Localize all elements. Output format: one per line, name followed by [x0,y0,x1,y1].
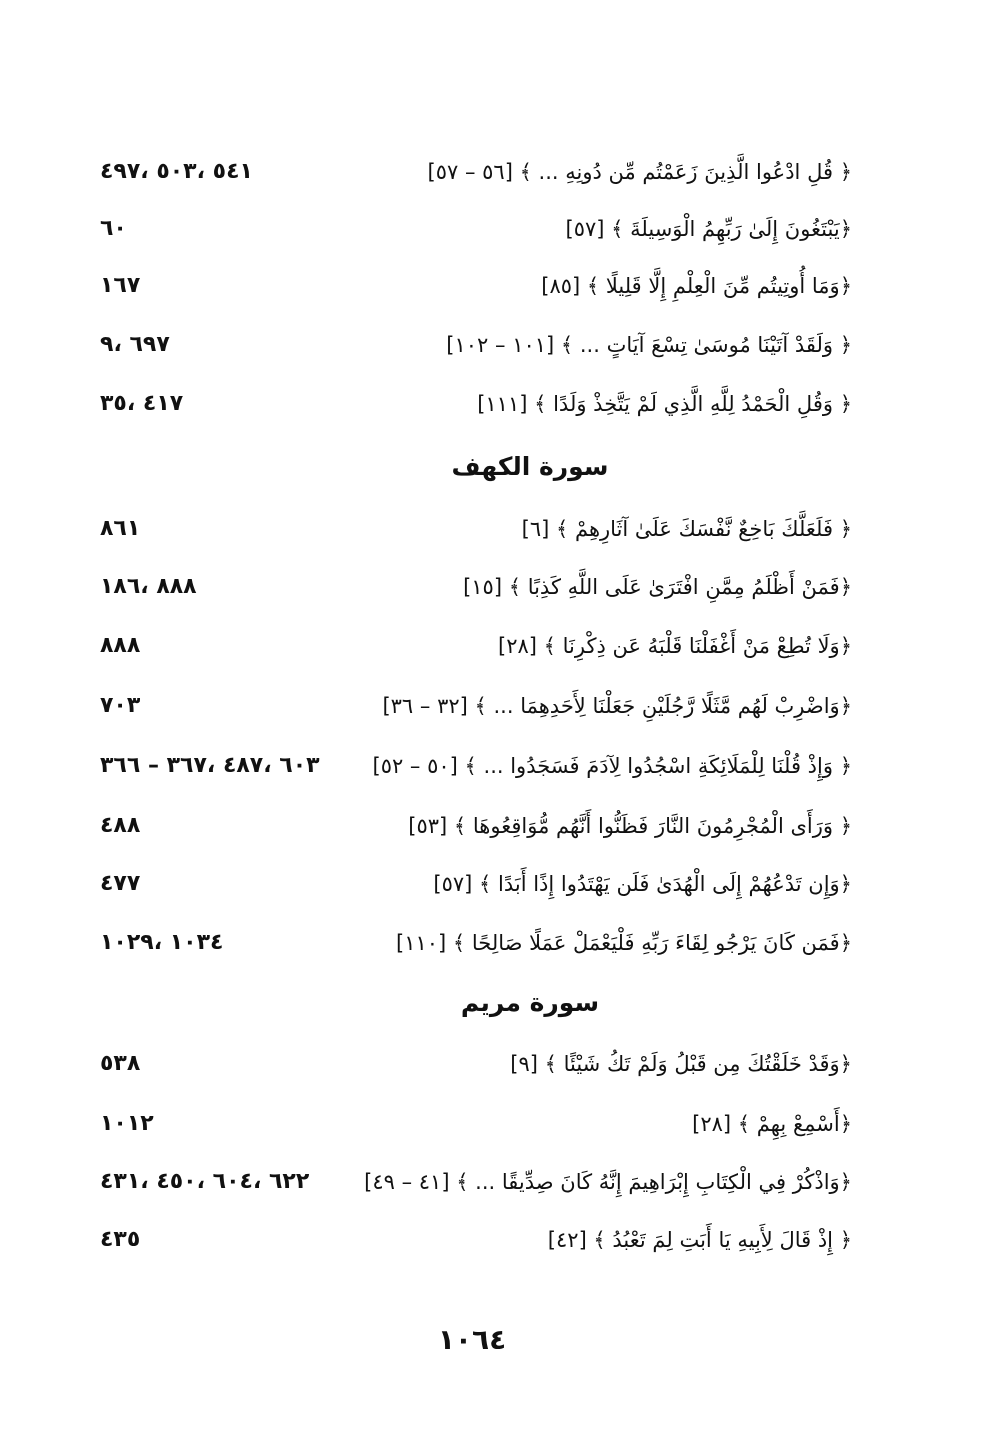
index-entry [90,567,852,607]
page-references: ٦٠٣ ،٤٨٧ ،٣٦٧ – ٣٦٦ [100,753,320,778]
page-references: ١٠٣٤ ،١٠٢٩ [100,930,224,955]
verse-citation: ﴿وَلَا تُطِعْ مَنْ أَغْفَلْنَا قَلْبَهُ عَن ذِكْرِنَا ﴾ [٢٨] [498,634,852,658]
index-entry [90,384,852,424]
page-references: ٤٣٥ [100,1227,141,1252]
page-number: ١٠٦٤ [437,1323,507,1356]
index-entry [90,152,852,192]
verse-citation: ﴿وَمَا أُوتِيتُم مِّنَ الْعِلْمِ إِلَّا قَلِيلًا ﴾ [٨٥] [541,274,852,298]
index-entry [90,746,852,786]
verse-citation: ﴿ فَلَعَلَّكَ بَاخِعٌ نَّفْسَكَ عَلَىٰ آثَارِهِمْ ﴾ [٦] [521,517,852,541]
index-entry [90,1104,852,1144]
index-entry [90,806,852,846]
index-entry [90,325,852,365]
index-entry [90,626,852,666]
index-entry [90,209,852,249]
page-references: ٤١٧ ،٣٥ [100,391,184,416]
page-references: ٨٦١ [100,516,141,541]
verse-citation: ﴿فَمَن كَانَ يَرْجُو لِقَاءَ رَبِّهِ فَلْيَعْمَلْ عَمَلًا صَالِحًا ﴾ [١١٠] [396,931,852,955]
page-references: ٦٠ [100,216,127,241]
verse-citation: ﴿فَمَنْ أَظْلَمُ مِمَّنِ افْتَرَىٰ عَلَى اللَّهِ كَذِبًا ﴾ [١٥] [463,575,852,599]
index-entry [90,509,852,549]
verse-citation: ﴿ وَلَقَدْ آتَيْنَا مُوسَىٰ تِسْعَ آيَاتٍ ... ﴾ [١٠١ – ١٠٢] [446,333,852,357]
index-entry [90,266,852,306]
verse-citation: ﴿ وَرَأَى الْمُجْرِمُونَ النَّارَ فَظَنُّوا أَنَّهُم مُّوَاقِعُوهَا ﴾ [٥٣] [408,814,852,838]
verse-citation: ﴿وَاضْرِبْ لَهُم مَّثَلًا رَّجُلَيْنِ جَعَلْنَا لِأَحَدِهِمَا ... ﴾ [٣٢ – ٣٦] [382,694,852,718]
verse-citation: ﴿وَإِن تَدْعُهُمْ إِلَى الْهُدَىٰ فَلَن يَهْتَدُوا إِذًا أَبَدًا ﴾ [٥٧] [433,872,852,896]
index-entry [90,1220,852,1260]
verse-citation: ﴿ إِذْ قَالَ لِأَبِيهِ يَا أَبَتِ لِمَ تَعْبُدُ ﴾ [٤٢] [547,1228,852,1252]
surah-heading-kahf: سورة الكهف [451,452,609,481]
page-references: ٨٨٨ [100,633,141,658]
index-entry [90,1044,852,1084]
page-references: ١٠١٢ [100,1111,154,1136]
verse-citation: ﴿ وَإِذْ قُلْنَا لِلْمَلَائِكَةِ اسْجُدُوا لِآدَمَ فَسَجَدُوا ... ﴾ [٥٠ – ٥٢] [372,754,852,778]
page-references: ٦٢٢ ،٦٠٤ ،٤٥٠ ،٤٣١ [100,1169,310,1194]
page-references: ٤٧٧ [100,871,141,896]
index-entry [90,686,852,726]
verse-citation: ﴿وَاذْكُرْ فِي الْكِتَابِ إِبْرَاهِيمَ إِنَّهُ كَانَ صِدِّيقًا ... ﴾ [٤١ – ٤٩] [364,1170,852,1194]
page-references: ٧٠٣ [100,693,141,718]
verse-citation: ﴿ وَقُلِ الْحَمْدُ لِلَّهِ الَّذِي لَمْ يَتَّخِذْ وَلَدًا ﴾ [١١١] [477,392,852,416]
index-entry [90,1162,852,1202]
verse-citation: ﴿ قُلِ ادْعُوا الَّذِينَ زَعَمْتُم مِّن دُونِهِ ... ﴾ [٥٦ – ٥٧] [427,160,852,184]
verse-citation: ﴿وَقَدْ خَلَقْتُكَ مِن قَبْلُ وَلَمْ تَكُ شَيْئًا ﴾ [٩] [510,1052,852,1076]
page-references: ٨٨٨ ،١٨٦ [100,574,197,599]
index-entry [90,864,852,904]
index-entry [90,923,852,963]
page-references: ٦٩٧ ،٩ [100,332,170,357]
page-references: ٥٣٨ [100,1051,141,1076]
verse-citation: ﴿أَسْمِعْ بِهِمْ ﴾ [٢٨] [692,1112,852,1136]
page-references: ٥٤١ ،٥٠٣ ،٤٩٧ [100,159,253,184]
page-references: ٤٨٨ [100,813,141,838]
surah-heading-maryam: سورة مريم [460,988,600,1017]
verse-citation: ﴿يَبْتَغُونَ إِلَىٰ رَبِّهِمُ الْوَسِيلَةَ ﴾ [٥٧] [565,217,852,241]
page-references: ١٦٧ [100,273,141,298]
